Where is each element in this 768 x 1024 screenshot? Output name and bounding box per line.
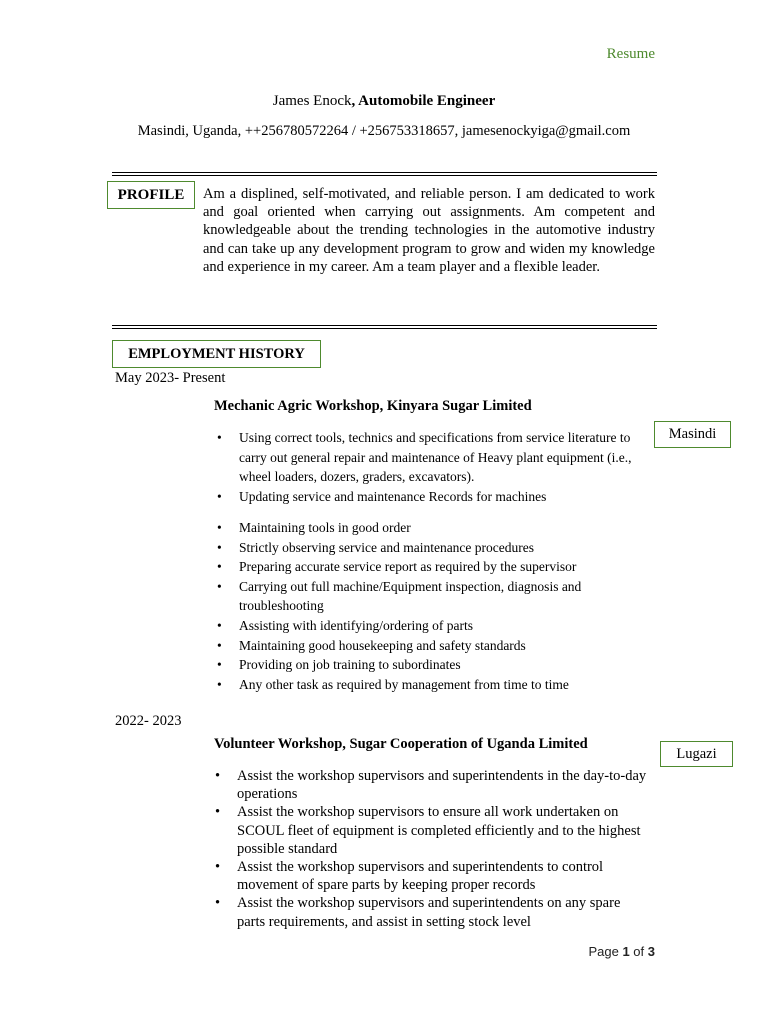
- profile-text: Am a displined, self-motivated, and reliable person. I am dedicated to work and goal oriented when carrying out assignments. Am competent and knowledgeable about the trending technologies in the automotive industry and can take up any development program to grow and widen my knowledge and experience in my career. Am a team player and a flexible leader.: [203, 186, 655, 275]
- list-item: • Using correct tools, technics and specifications from service literature to carry out general repair and maintenance of Heavy plant equipment (i.e., wheel loaders, dozers, graders, excavators).: [215, 428, 645, 487]
- page-total: 3: [647, 944, 655, 959]
- name-title-line: [0, 93, 768, 110]
- page-current: 1: [622, 944, 630, 959]
- section-divider: [112, 175, 657, 176]
- candidate-name: James Enock: [272, 93, 352, 109]
- page-word: Page: [588, 944, 619, 959]
- list-item: • Assist the workshop supervisors to ensure all work undertaken on SCOUL fleet of equipment is completed efficiently and to the highest possible standard: [213, 803, 648, 858]
- resume-label: Resume: [606, 46, 655, 62]
- section-divider: [112, 325, 657, 326]
- job-location-badge: Lugazi: [660, 741, 733, 767]
- job-title: Volunteer Workshop, Sugar Cooperation of Uganda Limited: [214, 736, 588, 752]
- list-item: • Providing on job training to subordinates: [215, 655, 645, 675]
- contact-line: Masindi, Uganda, ++256780572264 / +256753318657, jamesenockyiga@gmail.com: [137, 123, 631, 139]
- page-of: of: [633, 944, 645, 959]
- employment-heading: EMPLOYMENT HISTORY: [112, 340, 321, 368]
- page-number: [555, 944, 655, 959]
- list-item: • Maintaining good housekeeping and safety standards: [215, 636, 645, 656]
- profile-heading: PROFILE: [107, 181, 195, 209]
- list-item: • Updating service and maintenance Records for machines: [215, 487, 645, 507]
- job-duties-list: [215, 428, 645, 506]
- section-divider: [112, 328, 657, 329]
- list-item: • Maintaining tools in good order: [215, 518, 645, 538]
- list-item: • Strictly observing service and maintenance procedures: [215, 538, 645, 558]
- list-item: • Preparing accurate service report as required by the supervisor: [215, 557, 645, 577]
- job-duties-list: [215, 518, 645, 694]
- list-item: • Assist the workshop supervisors and superintendents on any spare parts requirements, and assist in setting stock level: [213, 894, 648, 930]
- job-date: 2022- 2023: [115, 713, 182, 729]
- list-item: • Any other task as required by management from time to time: [215, 675, 645, 695]
- job-location-badge: Masindi: [654, 421, 731, 448]
- job-title: Mechanic Agric Workshop, Kinyara Sugar Limited: [214, 398, 532, 414]
- list-item: • Assist the workshop supervisors and superintendents to control movement of spare parts by keeping proper records: [213, 858, 648, 894]
- list-item: • Assisting with identifying/ordering of parts: [215, 616, 645, 636]
- candidate-title: , Automobile Engineer: [351, 93, 496, 109]
- job-date: May 2023- Present: [115, 370, 226, 386]
- section-divider: [112, 172, 657, 173]
- list-item: • Carrying out full machine/Equipment inspection, diagnosis and troubleshooting: [215, 577, 645, 616]
- job-duties-list: [213, 767, 648, 931]
- list-item: • Assist the workshop supervisors and superintendents in the day-to-day operations: [213, 767, 648, 803]
